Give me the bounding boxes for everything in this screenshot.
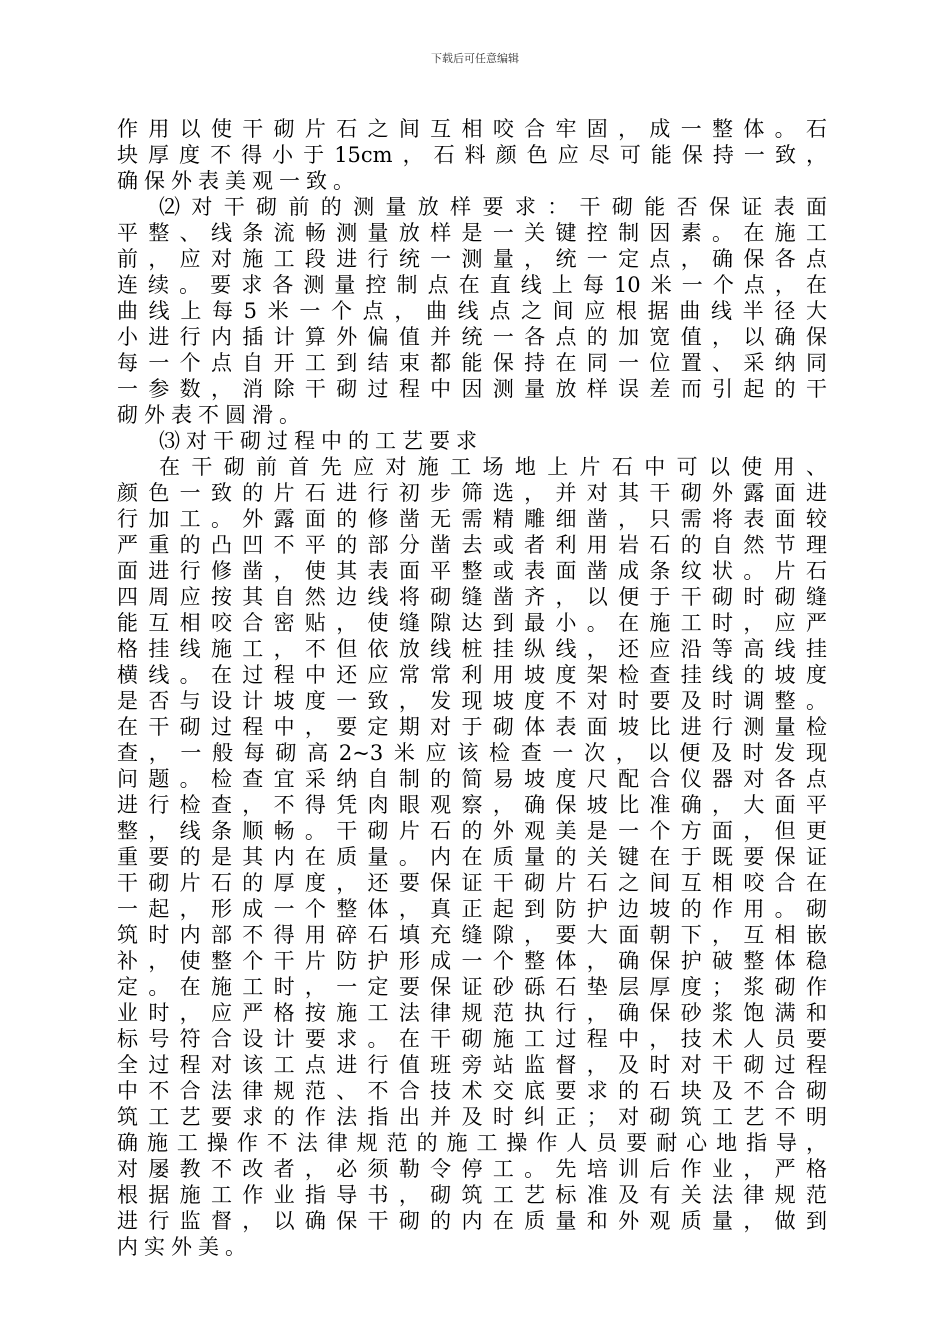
text-line: 整，线条顺畅。干砌片石的外观美是一个方面，但更 (117, 819, 827, 843)
text-line: 行加工。外露面的修凿无需精雕细凿，只需将表面较 (117, 507, 827, 531)
text-line: 前，应对施工段进行统一测量，统一定点，确保各点 (117, 247, 827, 271)
text-line: 全过程对该工点进行值班旁站监督，及时对干砌过程 (117, 1053, 827, 1077)
text-line: 重要的是其内在质量。内在质量的关键在于既要保证 (117, 845, 827, 869)
text-line: 小进行内插计算外偏值并统一各点的加宽值，以确保 (117, 325, 827, 349)
text-line: 平整、线条流畅测量放样是一关键控制因素。在施工 (117, 221, 827, 245)
text-line: 面进行修凿，使其表面平整或表面凿成条纹状。片石 (117, 559, 827, 583)
text-line: 筑工艺要求的作法指出并及时纠正；对砌筑工艺不明 (117, 1105, 827, 1129)
text-line: 横线。在过程中还应常常利用坡度架检查挂线的坡度 (117, 663, 827, 687)
text-line: 块厚度不得小于15cm，石料颜色应尽可能保持一致， (117, 143, 827, 167)
text-line: 干砌片石的厚度，还要保证干砌片石之间互相咬合在 (117, 871, 827, 895)
text-line: 曲线上每5米一个点，曲线点之间应根据曲线半径大 (117, 299, 827, 323)
text-line: 补，使整个干片防护形成一个整体，确保护破整体稳 (117, 949, 827, 973)
text-line: 四周应按其自然边线将砌缝凿齐，以便于干砌时砌缝 (117, 585, 827, 609)
text-line: 一起，形成一个整体，真正起到防护边坡的作用。砌 (117, 897, 827, 921)
text-line: 连续。要求各测量控制点在直线上每10米一个点，在 (117, 273, 827, 297)
text-line: 查，一般每砌高2~3米应该检查一次，以便及时发现 (117, 741, 827, 765)
text-line: 进行监督，以确保干砌的内在质量和外观质量，做到 (117, 1209, 827, 1233)
text-line: 严重的凸凹不平的部分凿去或者利用岩石的自然节理 (117, 533, 827, 557)
text-line: 根据施工作业指导书，砌筑工艺标准及有关法律规范 (117, 1183, 827, 1207)
text-line: 确施工操作不法律规范的施工操作人员要耐心地指导， (117, 1131, 827, 1155)
text-line: 作用以使干砌片石之间互相咬合牢固，成一整体。石 (117, 117, 827, 141)
text-line: 进行检查，不得凭肉眼观察，确保坡比准确，大面平 (117, 793, 827, 817)
text-line: 砌外表不圆滑。 (117, 403, 306, 427)
text-line: 问题。检查宜采纳自制的简易坡度尺配合仪器对各点 (117, 767, 827, 791)
text-line: 对屡教不改者，必须勒令停工。先培训后作业，严格 (117, 1157, 827, 1181)
text-line: 一参数，消除干砌过程中因测量放样误差而引起的干 (117, 377, 827, 401)
text-line: 颜色一致的片石进行初步筛选，并对其干砌外露面进 (117, 481, 827, 505)
page-header: 下载后可任意编辑 (431, 52, 519, 65)
text-line: 是否与设计坡度一致，发现坡度不对时要及时调整。 (117, 689, 827, 713)
text-line: ⑵对干砌前的测量放样要求：干砌能否保证表面 (159, 195, 827, 219)
text-line: 在干砌前首先应对施工场地上片石中可以使用、 (159, 455, 827, 479)
text-line: 定。在施工时，一定要保证砂砾石垫层厚度；浆砌作 (117, 975, 827, 999)
text-line: 确保外表美观一致。 (117, 169, 360, 193)
document-body (117, 116, 827, 1260)
text-line: 中不合法律规范、不合技术交底要求的石块及不合砌 (117, 1079, 827, 1103)
text-line: 能互相咬合密贴，使缝隙达到最小。在施工时，应严 (117, 611, 827, 635)
text-line: 筑时内部不得用碎石填充缝隙，要大面朝下，互相嵌 (117, 923, 827, 947)
text-line: 每一个点自开工到结束都能保持在同一位置、采纳同 (117, 351, 827, 375)
text-line: 在干砌过程中，要定期对于砌体表面坡比进行测量检 (117, 715, 827, 739)
text-line: 内实外美。 (117, 1235, 252, 1259)
text-line: 格挂线施工，不但依放线桩挂纵线，还应沿等高线挂 (117, 637, 827, 661)
text-line: 标号符合设计要求。在干砌施工过程中，技术人员要 (117, 1027, 827, 1051)
text-line: 业时，应严格按施工法律规范执行，确保砂浆饱满和 (117, 1001, 827, 1025)
text-line: ⑶对干砌过程中的工艺要求 (159, 429, 483, 453)
